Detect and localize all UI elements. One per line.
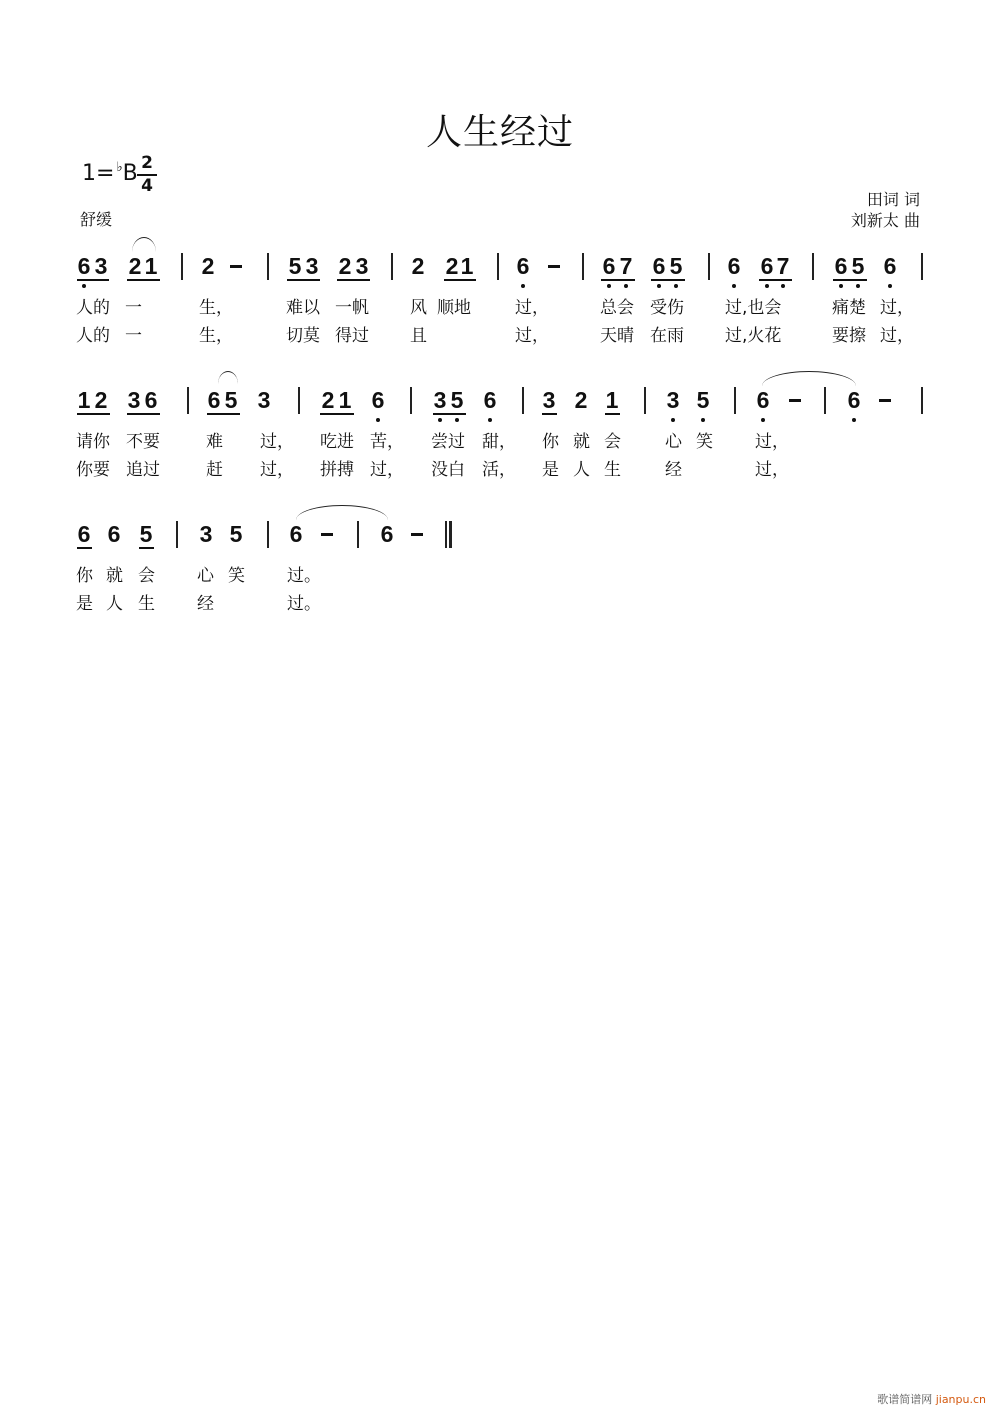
lyric-verse-2: 过，	[755, 460, 789, 480]
low-octave-dot	[488, 418, 492, 422]
barline	[921, 253, 923, 280]
lyric-verse-2: 是	[542, 460, 559, 480]
lyric-verse-2: 赶	[206, 460, 223, 480]
low-octave-dot	[765, 284, 769, 288]
slur-arc	[296, 505, 388, 520]
song-title: 人生经过	[425, 112, 574, 153]
lyric-verse-2: 过，	[260, 460, 294, 480]
note: 6	[144, 387, 158, 413]
note: 6	[207, 387, 221, 413]
beam-underline	[833, 279, 867, 281]
beam-underline	[759, 279, 792, 281]
lyric-verse-2: 人	[573, 460, 590, 480]
beam-underline	[77, 547, 92, 549]
low-octave-dot	[521, 284, 525, 288]
time-sig-top: 2	[141, 153, 153, 173]
lyric-verse-2: 要擦	[832, 326, 866, 346]
note: 3	[305, 253, 319, 279]
sustain-dash	[548, 265, 560, 268]
beam-underline	[444, 279, 476, 281]
note: 1	[605, 387, 619, 413]
slur-arc	[762, 371, 856, 386]
lyric-verse-1: 就	[573, 432, 590, 452]
low-octave-dot	[376, 418, 380, 422]
key-note: B	[122, 161, 138, 186]
note: 7	[776, 253, 790, 279]
beam-underline	[651, 279, 685, 281]
lyric-verse-1: 心	[665, 432, 682, 452]
lyric-verse-1: 你	[542, 432, 559, 452]
note: 6	[107, 521, 121, 547]
lyric-verse-2: 过,火花	[725, 326, 782, 346]
note: 7	[619, 253, 633, 279]
lyric-verse-2: 生	[138, 594, 155, 614]
final-barline	[449, 521, 452, 548]
lyric-verse-1: 会	[138, 566, 155, 586]
lyric-verse-1: 就	[106, 566, 123, 586]
beam-underline	[601, 279, 635, 281]
note: 3	[666, 387, 680, 413]
lyric-verse-1: 苦，	[370, 432, 404, 452]
note: 2	[201, 253, 215, 279]
note: 2	[94, 387, 108, 413]
note: 6	[602, 253, 616, 279]
beam-underline	[287, 279, 320, 281]
note: 5	[696, 387, 710, 413]
note: 5	[851, 253, 865, 279]
lyric-verse-2: 人	[106, 594, 123, 614]
lyric-verse-1: 一帆	[335, 298, 369, 318]
lyric-verse-2: 在雨	[650, 326, 684, 346]
note: 3	[542, 387, 556, 413]
barline	[582, 253, 584, 280]
lyric-verse-2: 一	[125, 326, 142, 346]
lyric-verse-2: 且	[410, 326, 427, 346]
lyric-verse-1: 人的	[76, 298, 110, 318]
note: 6	[760, 253, 774, 279]
lyric-verse-1: 过,也会	[725, 298, 782, 318]
lyric-verse-2: 经	[665, 460, 682, 480]
note: 3	[433, 387, 447, 413]
lyric-verse-2: 你要	[76, 460, 110, 480]
slur-arc	[132, 237, 156, 252]
barline	[267, 521, 269, 548]
lyric-verse-2: 生，	[199, 326, 233, 346]
low-octave-dot	[671, 418, 675, 422]
note: 5	[450, 387, 464, 413]
beam-underline	[207, 413, 240, 415]
note: 5	[139, 521, 153, 547]
barline	[357, 521, 359, 548]
barline	[410, 387, 412, 414]
barline	[644, 387, 646, 414]
note: 6	[834, 253, 848, 279]
lyric-verse-1: 心	[197, 566, 214, 586]
note: 6	[77, 521, 91, 547]
lyric-verse-2: 过，	[370, 460, 404, 480]
note: 6	[516, 253, 530, 279]
lyric-verse-1: 尝过	[431, 432, 465, 452]
lyric-verse-2: 没白	[431, 460, 465, 480]
barline	[522, 387, 524, 414]
note: 6	[77, 253, 91, 279]
note: 6	[380, 521, 394, 547]
sustain-dash	[230, 265, 242, 268]
lyric-verse-2: 拼搏	[320, 460, 354, 480]
barline	[497, 253, 499, 280]
lyric-verse-1: 笑	[696, 432, 713, 452]
beam-underline	[542, 413, 557, 415]
lyric-verse-1: 痛楚	[832, 298, 866, 318]
note: 6	[847, 387, 861, 413]
beam-underline	[337, 279, 370, 281]
note: 2	[321, 387, 335, 413]
note: 3	[127, 387, 141, 413]
barline	[187, 387, 189, 414]
barline	[391, 253, 393, 280]
lyric-verse-2: 经	[197, 594, 214, 614]
beam-underline	[127, 279, 160, 281]
note: 5	[224, 387, 238, 413]
beam-underline	[139, 547, 154, 549]
watermark	[877, 1391, 986, 1407]
note: 3	[257, 387, 271, 413]
note: 3	[355, 253, 369, 279]
lyric-verse-1: 生，	[199, 298, 233, 318]
note: 1	[144, 253, 158, 279]
barline	[181, 253, 183, 280]
low-octave-dot	[624, 284, 628, 288]
low-octave-dot	[674, 284, 678, 288]
note: 6	[371, 387, 385, 413]
note: 5	[288, 253, 302, 279]
lyric-verse-2: 生	[604, 460, 621, 480]
lyric-verse-1: 顺地	[437, 298, 471, 318]
note: 3	[199, 521, 213, 547]
beam-underline	[127, 413, 160, 415]
barline	[921, 387, 923, 414]
low-octave-dot	[856, 284, 860, 288]
lyric-verse-1: 吃进	[320, 432, 354, 452]
lyric-verse-1: 难	[206, 432, 223, 452]
note: 6	[756, 387, 770, 413]
time-sig-bottom: 4	[141, 176, 153, 196]
low-octave-dot	[455, 418, 459, 422]
lyric-verse-1: 总会	[600, 298, 634, 318]
final-barline	[445, 521, 447, 548]
low-octave-dot	[438, 418, 442, 422]
barline	[267, 253, 269, 280]
lyric-verse-1: 请你	[76, 432, 110, 452]
lyric-verse-1: 过，	[755, 432, 789, 452]
note: 6	[289, 521, 303, 547]
beam-underline	[320, 413, 354, 415]
lyricist-credit: 田词 词	[866, 190, 920, 209]
lyric-verse-1: 一	[125, 298, 142, 318]
lyric-verse-2: 活，	[482, 460, 516, 480]
lyric-verse-2: 切莫	[286, 326, 320, 346]
low-octave-dot	[781, 284, 785, 288]
beam-underline	[433, 413, 466, 415]
low-octave-dot	[607, 284, 611, 288]
lyric-verse-1: 甜，	[482, 432, 516, 452]
lyric-verse-1: 过。	[287, 566, 321, 586]
low-octave-dot	[761, 418, 765, 422]
lyric-verse-1: 过，	[880, 298, 914, 318]
lyric-verse-1: 受伤	[650, 298, 684, 318]
lyric-verse-1: 会	[604, 432, 621, 452]
note: 5	[229, 521, 243, 547]
time-signature	[137, 154, 157, 196]
note: 2	[574, 387, 588, 413]
composer-credit: 刘新太 曲	[850, 211, 920, 230]
key-signature	[82, 160, 138, 186]
note: 3	[94, 253, 108, 279]
watermark-cn: 歌谱简谱网	[877, 1393, 933, 1406]
low-octave-dot	[657, 284, 661, 288]
sustain-dash	[411, 533, 423, 536]
tempo-marking: 舒缓	[80, 210, 113, 229]
beam-underline	[77, 413, 110, 415]
lyric-verse-2: 得过	[335, 326, 369, 346]
lyric-verse-2: 追过	[126, 460, 160, 480]
low-octave-dot	[839, 284, 843, 288]
lyric-verse-1: 笑	[228, 566, 245, 586]
note: 2	[411, 253, 425, 279]
lyric-verse-1: 风	[410, 298, 427, 318]
note: 6	[727, 253, 741, 279]
note: 1	[77, 387, 91, 413]
note: 2	[128, 253, 142, 279]
low-octave-dot	[732, 284, 736, 288]
note: 2	[338, 253, 352, 279]
low-octave-dot	[82, 284, 86, 288]
note: 2	[445, 253, 459, 279]
barline	[298, 387, 300, 414]
barline	[176, 521, 178, 548]
lyric-verse-1: 你	[76, 566, 93, 586]
lyric-verse-1: 过，	[260, 432, 294, 452]
note: 6	[652, 253, 666, 279]
note: 1	[338, 387, 352, 413]
barline	[734, 387, 736, 414]
lyric-verse-2: 过。	[287, 594, 321, 614]
lyric-verse-2: 是	[76, 594, 93, 614]
sustain-dash	[321, 533, 333, 536]
sustain-dash	[879, 399, 891, 402]
low-octave-dot	[701, 418, 705, 422]
lyric-verse-2: 人的	[76, 326, 110, 346]
flat-icon: ♭	[116, 160, 123, 175]
beam-underline	[77, 279, 109, 281]
barline	[708, 253, 710, 280]
lyric-verse-1: 不要	[126, 432, 160, 452]
slur-arc	[218, 371, 238, 384]
barline	[824, 387, 826, 414]
sustain-dash	[789, 399, 801, 402]
lyric-verse-1: 过，	[515, 298, 549, 318]
barline	[812, 253, 814, 280]
key-prefix: 1=	[82, 161, 115, 186]
lyric-verse-1: 难以	[286, 298, 320, 318]
lyric-verse-2: 天晴	[600, 326, 634, 346]
lyric-verse-2: 过，	[515, 326, 549, 346]
note: 6	[483, 387, 497, 413]
low-octave-dot	[852, 418, 856, 422]
beam-underline	[605, 413, 620, 415]
note: 1	[460, 253, 474, 279]
note: 6	[883, 253, 897, 279]
watermark-en: jianpu.cn	[935, 1393, 986, 1406]
low-octave-dot	[888, 284, 892, 288]
note: 5	[669, 253, 683, 279]
lyric-verse-2: 过，	[880, 326, 914, 346]
